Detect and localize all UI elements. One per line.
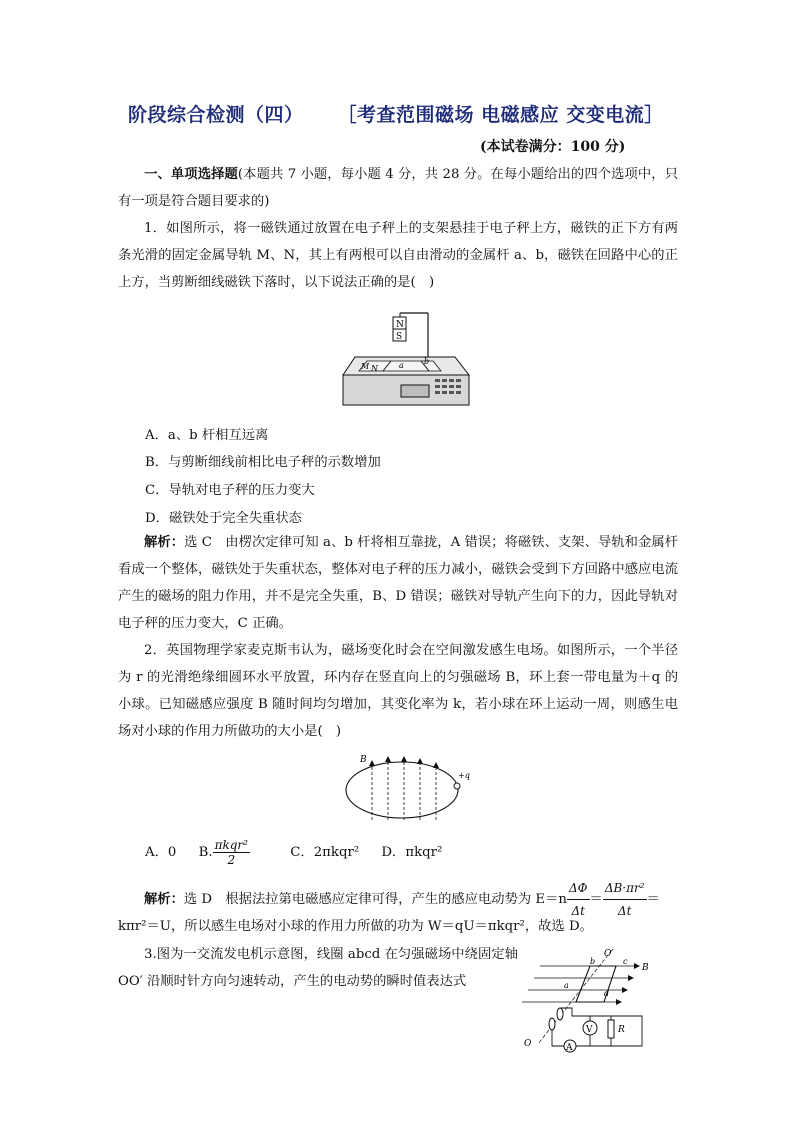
charge-label: +q [458, 771, 470, 780]
rod-b-label: b [424, 357, 430, 366]
q2-option-b-den: 2 [227, 853, 236, 867]
q2-option-b[interactable] [198, 838, 273, 867]
q2-option-b-num: πkqr² [214, 838, 248, 852]
q1-analysis-text: 选 C 由楞次定律可知 a、b 杆将相互靠拢，A 错误；将磁铁、支架、导轨和金属杆看成一个整体，磁铁处于失重状态，整体对电子秤的压力减小，磁铁会受到下方回路中感应电流产生的磁场的阻力作用，并不是完全失重，B、D 错误；磁铁对导轨产生向下的力，因此导轨对电子秤的压力变大，C 正确。 [118, 535, 679, 631]
page-title [128, 100, 688, 127]
rail-m-label: M [361, 362, 370, 371]
q2-option-b-prefix: B. [198, 845, 213, 860]
q2-analysis-label: 解析： [144, 892, 184, 907]
coil-d-label: d [604, 989, 610, 998]
q1-option-d[interactable]: D．磁铁处于完全失重状态 [145, 511, 302, 526]
ring-field-figure [340, 752, 480, 824]
axis-o-prime-label: O′ [604, 949, 614, 959]
q1-option-c[interactable]: C．导轨对电子秤的压力变大 [145, 483, 315, 498]
rail-n-label: N [371, 364, 378, 373]
voltmeter-label: V [586, 1025, 593, 1035]
magnet-n-label: N [396, 320, 404, 330]
q1-option-a[interactable]: A．a、b 杆相互远离 [145, 428, 269, 443]
section-desc: (本题共 7 小题，每小题 4 分，共 28 分。在每小题给出的四个选项中，只有一项是符合题目要求的) [118, 167, 679, 209]
resistor-label: R [618, 1025, 625, 1035]
frac2-den: Δt [617, 904, 632, 918]
coil-c-label: c [623, 957, 628, 966]
q2-analysis-line2: kπr²＝U，所以感生电场对小球的作用力所做的功为 W＝qU＝πkqr²，故选 D。 [118, 919, 593, 934]
q2-options [145, 838, 460, 867]
q1-option-b[interactable]: B．与剪断细线前相比电子秤的示数增加 [145, 455, 381, 470]
field-b-label: B [360, 755, 367, 765]
magnet-s-label: S [396, 332, 403, 342]
q2-option-d[interactable]: D．πkqr² [381, 845, 443, 860]
ammeter-label: A [566, 1043, 573, 1053]
rod-a-label: a [399, 361, 404, 370]
question-1-stem [118, 215, 678, 296]
frac2-num: ΔB·πr² [603, 877, 647, 900]
q2-option-c[interactable]: C．2πkqr² [290, 845, 360, 860]
q2-option-a[interactable]: A．0 [145, 845, 177, 860]
generator-figure [520, 948, 670, 1060]
coil-b-label: b [590, 957, 596, 966]
q2-eq2: ＝ [646, 892, 660, 907]
q2-text: 2．英国物理学家麦克斯韦认为，磁场变化时会在空间激发感生电场。如图所示，一个半径为 r 的光滑绝缘细圆环水平放置，环内存在竖直向上的匀强磁场 B，环上套一带电量为＋q 的小球。已知磁感应强度 B 随时间均匀增加，其变化率为 k，若小球在环上运动一周，则感生电场对小球的作用力所做功的大小是( ) [118, 643, 678, 739]
coil-a-label: a [564, 981, 569, 990]
frac1-num: ΔΦ [567, 877, 590, 900]
axis-o-label: O [524, 1039, 532, 1049]
frac1-den: Δt [571, 904, 585, 918]
q3-text: 3.图为一交流发电机示意图，线圈 abcd 在匀强磁场中绕固定轴 OO′ 沿顺时针方向匀速转动，产生的电动势的瞬时值表达式 [118, 947, 518, 989]
q1-text: 1．如图所示，将一磁铁通过放置在电子秤上的支架悬挂于电子秤上方，磁铁的正下方有两条光滑的固定金属导轨 M、N，其上有两根可以自由滑动的金属杆 a、b，磁铁在回路中心的正上方，当剪断细线磁铁下落时，以下说法正确的是( ) [118, 221, 678, 290]
section-title: 一、单项选择题 [144, 167, 238, 182]
q1-analysis-label: 解析： [144, 535, 185, 550]
q2-eq1: ＝ [589, 892, 603, 907]
field-b-label-q3: B [642, 963, 649, 973]
section-heading [118, 161, 678, 215]
electronic-scale-figure [335, 305, 475, 415]
score-note: (本试卷满分：100 分) [480, 139, 626, 155]
title-right: ［考查范围磁场 电磁感应 交变电流］ [337, 104, 664, 126]
title-left: 阶段综合检测（四） [128, 104, 304, 126]
q1-analysis [118, 529, 678, 637]
question-2-stem [118, 637, 678, 745]
q2-analysis-text1: 选 D 根据法拉第电磁感应定律可得，产生的感应电动势为 E＝n [183, 892, 567, 907]
question-3-stem [118, 941, 518, 995]
